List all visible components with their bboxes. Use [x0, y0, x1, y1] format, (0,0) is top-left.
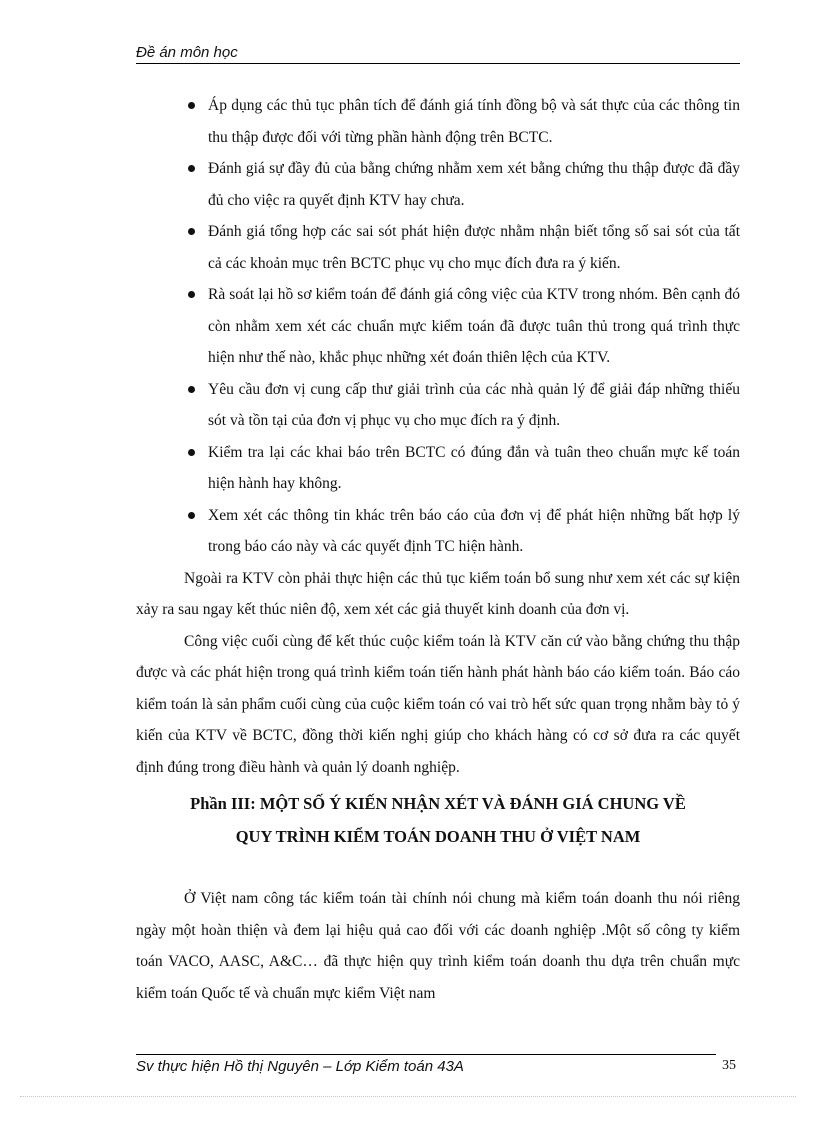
- paragraph-additional-procedures: Ngoài ra KTV còn phải thực hiện các thủ tục kiểm toán bổ sung như xem xét các sự kiện xảy ra sau ngay kết thúc niên độ, xem xét các giả thuyết kinh doanh của đơn vị.: [136, 569, 740, 618]
- section-heading-line1: [136, 787, 740, 820]
- list-item-text: Áp dụng các thủ tục phân tích để đánh giá tính đồng bộ và sát thực của các thông tin thu thập được đối với từng phần hành động trên BCTC.: [208, 97, 740, 146]
- page-footer: [136, 1054, 740, 1076]
- bullet-list: [136, 90, 740, 563]
- list-item: [136, 153, 740, 216]
- list-item: [136, 500, 740, 563]
- list-item-text: Đánh giá tổng hợp các sai sót phát hiện được nhằm nhận biết tổng số sai sót của tất cả các khoản mục trên BCTC phục vụ cho mục đích đưa ra ý kiến.: [208, 223, 740, 272]
- list-item: [136, 90, 740, 153]
- list-item-text: Rà soát lại hồ sơ kiểm toán để đánh giá công việc của KTV trong nhóm. Bên cạnh đó còn nhằm xem xét các chuẩn mực kiểm toán đã được tuân thủ trong quá trình thực hiện như thế nào, khắc phục những xét đoán thiên lệch của KTV.: [208, 286, 740, 366]
- paragraph-vietnam-audit: Ở Việt nam công tác kiểm toán tài chính nói chung mà kiểm toán doanh thu nói riêng ngày một hoàn thiện và đem lại hiệu quả cao đối với các doanh nghiệp .Một số công ty kiểm toán VACO, AASC, A&C… đã thực hiện quy trình kiểm toán doanh thu dựa trên chuẩn mực kiểm toán Quốc tế và chuẩn mực kiểm Việt nam: [136, 890, 740, 1002]
- paragraph-final-work: Công việc cuối cùng để kết thúc cuộc kiểm toán là KTV căn cứ vào bằng chứng thu thập được và các phát hiện trong quá trình kiểm toán tiến hành phát hành báo cáo kiểm toán. Báo cáo kiểm toán là sản phẩm cuối cùng của cuộc kiểm toán có vai trò hết sức quan trọng nhằm bày tỏ ý kiến của KTV về BCTC, đồng thời kiến nghị giúp cho khách hàng có cơ sở đưa ra các quyết định đúng trong điều hành và quản lý doanh nghiệp.: [136, 632, 740, 776]
- footer-author: Sv thực hiện Hồ thị Nguyên – Lớp Kiểm toán 43A: [136, 1058, 464, 1075]
- section-label: Phần III:: [190, 794, 256, 813]
- section-title-line1: MỘT SỐ Ý KIẾN NHẬN XÉT VÀ ĐÁNH GIÁ CHUNG VỀ: [259, 794, 686, 813]
- section-spacer: [136, 853, 740, 883]
- list-item-text: Kiểm tra lại các khai báo trên BCTC có đúng đắn và tuân theo chuẩn mực kế toán hiện hành hay không.: [208, 443, 740, 492]
- section-heading: [136, 787, 740, 853]
- list-item: [136, 437, 740, 500]
- section-title-line2: QUY TRÌNH KIỂM TOÁN DOANH THU Ở VIỆT NAM: [235, 827, 641, 846]
- bullet-icon: [188, 386, 195, 393]
- list-item: [136, 279, 740, 374]
- list-item-text: Yêu cầu đơn vị cung cấp thư giải trình của các nhà quản lý để giải đáp những thiếu sót và tồn tại của đơn vị phục vụ cho mục đích ra ý định.: [208, 380, 740, 429]
- bullet-icon: [188, 165, 195, 172]
- bullet-icon: [188, 449, 195, 456]
- list-item-text: Xem xét các thông tin khác trên báo cáo của đơn vị để phát hiện những bất hợp lý trong báo cáo này và các quyết định TC hiện hành.: [208, 506, 740, 555]
- page-number: 35: [722, 1058, 736, 1073]
- page-edge-divider: [20, 1096, 796, 1097]
- list-item-text: Đánh giá sự đầy đủ của bằng chứng nhằm xem xét bằng chứng thu thập được đã đầy đủ cho việc ra quyết định KTV hay chưa.: [208, 160, 740, 209]
- bullet-icon: [188, 102, 195, 109]
- document-body: [136, 90, 740, 1009]
- page-header: [136, 44, 740, 64]
- footer-rule: [136, 1054, 716, 1055]
- list-item: [136, 374, 740, 437]
- list-item: [136, 216, 740, 279]
- header-title: Đề án môn học: [136, 44, 238, 61]
- bullet-icon: [188, 291, 195, 298]
- bullet-icon: [188, 228, 195, 235]
- bullet-icon: [188, 512, 195, 519]
